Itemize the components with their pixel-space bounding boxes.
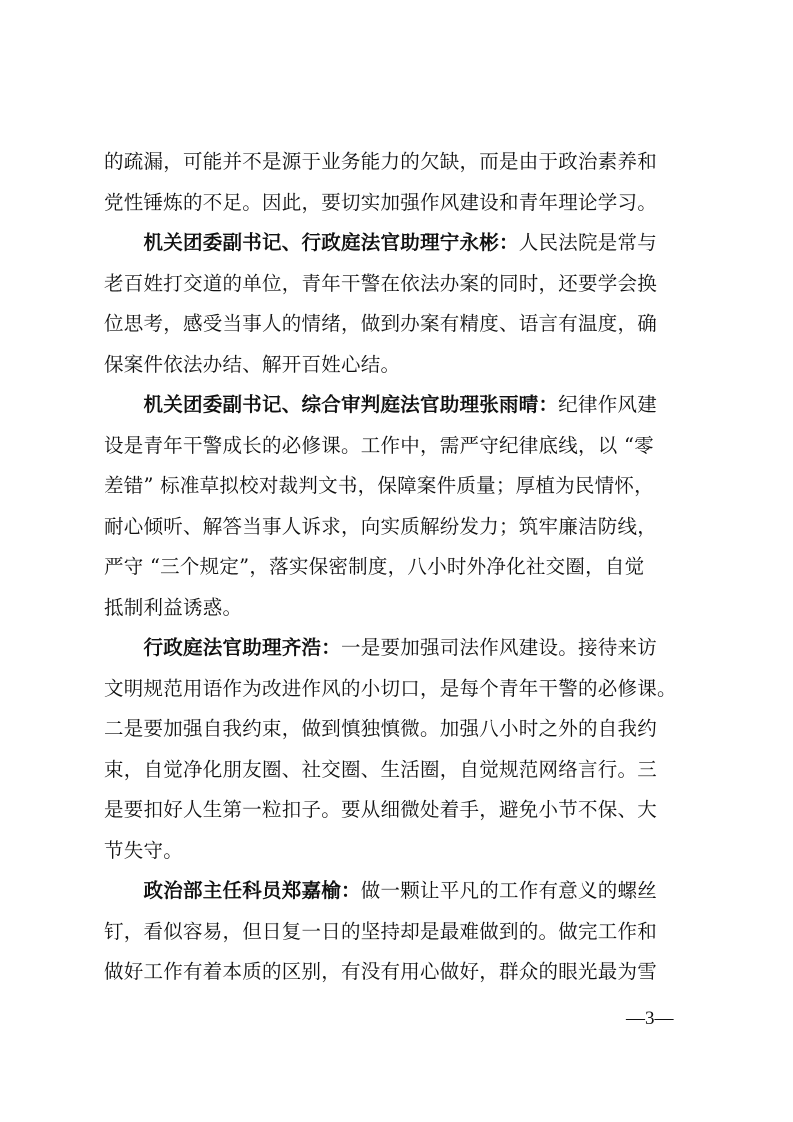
text-line: [104, 547, 704, 588]
text-line: [104, 183, 704, 224]
speaker-label: 行政庭法官助理齐浩：: [143, 636, 342, 659]
text-line: [104, 709, 704, 750]
text-line: [104, 345, 704, 386]
line-text: 耐心倾听、解答当事人诉求，向实质解纷发力；筑牢廉洁防线，: [104, 514, 658, 538]
line-text: 纪律作风建: [558, 393, 658, 416]
text-line: [104, 952, 704, 993]
line-text: 节失守。: [104, 838, 184, 862]
line-text: 钉，看似容易，但日复一日的坚持却是最难做到的。做完工作和: [104, 919, 658, 943]
speaker-label: 机关团委副书记、综合审判庭法官助理张雨晴：: [143, 393, 559, 416]
paragraph-first-line: [104, 385, 704, 426]
text-line: [104, 588, 704, 629]
text-line: [104, 750, 704, 791]
line-text: 束，自觉净化朋友圈、社交圈、生活圈，自觉规范网络言行。三: [104, 757, 658, 781]
line-text: 差错” 标准草拟校对裁判文书，保障案件质量；厚植为民情怀，: [104, 474, 654, 497]
text-line: [104, 507, 704, 548]
line-text: 的疏漏，可能并不是源于业务能力的欠缺，而是由于政治素养和: [104, 150, 658, 173]
line-text: 文明规范用语作为改进作风的小切口，是每个青年干警的必修课。: [104, 676, 677, 700]
line-text: 严守 “三个规定”，落实保密制度，八小时外净化社交圈，自觉: [104, 555, 645, 578]
line-text: 抵制利益诱惑。: [104, 595, 243, 619]
line-text: 做一颗让平凡的工作有意义的螺丝: [360, 879, 658, 902]
text-line: [104, 142, 704, 183]
document-body: [104, 142, 704, 993]
line-text: 人民法院是常与: [518, 231, 658, 254]
paragraph-first-line: [104, 628, 704, 669]
speaker-label: 机关团委副书记、行政庭法官助理宁永彬：: [143, 231, 519, 254]
text-line: [104, 466, 704, 507]
text-line: [104, 304, 704, 345]
text-line: [104, 426, 704, 467]
line-text: 是要扣好人生第一粒扣子。要从细微处着手，避免小节不保、大: [104, 798, 658, 821]
speaker-label: 政治部主任科员郑嘉榆：: [143, 879, 361, 902]
line-text: 老百姓打交道的单位，青年干警在依法办案的同时，还要学会换: [104, 271, 658, 295]
page-number: —3—: [626, 1008, 674, 1029]
line-text: 设是青年干警成长的必修课。工作中，需严守纪律底线，以 “零: [104, 433, 654, 457]
line-text: 保案件依法办结、解开百姓心结。: [104, 352, 401, 376]
text-line: [104, 831, 704, 872]
paragraph-first-line: [104, 223, 704, 264]
text-line: [104, 790, 704, 831]
line-text: 做好工作有着本质的区别，有没有用心做好，群众的眼光最为雪: [104, 960, 658, 983]
line-text: 位思考，感受当事人的情绪，做到办案有精度、语言有温度，确: [104, 312, 658, 335]
text-line: [104, 912, 704, 953]
text-line: [104, 669, 704, 710]
text-line: [104, 264, 704, 305]
line-text: 一是要加强司法作风建设。接待来访: [341, 636, 658, 659]
line-text: 党性锤炼的不足。因此，要切实加强作风建设和青年理论学习。: [104, 190, 658, 214]
line-text: 二是要加强自我约束，做到慎独慎微。加强八小时之外的自我约: [104, 717, 658, 740]
paragraph-first-line: [104, 871, 704, 912]
